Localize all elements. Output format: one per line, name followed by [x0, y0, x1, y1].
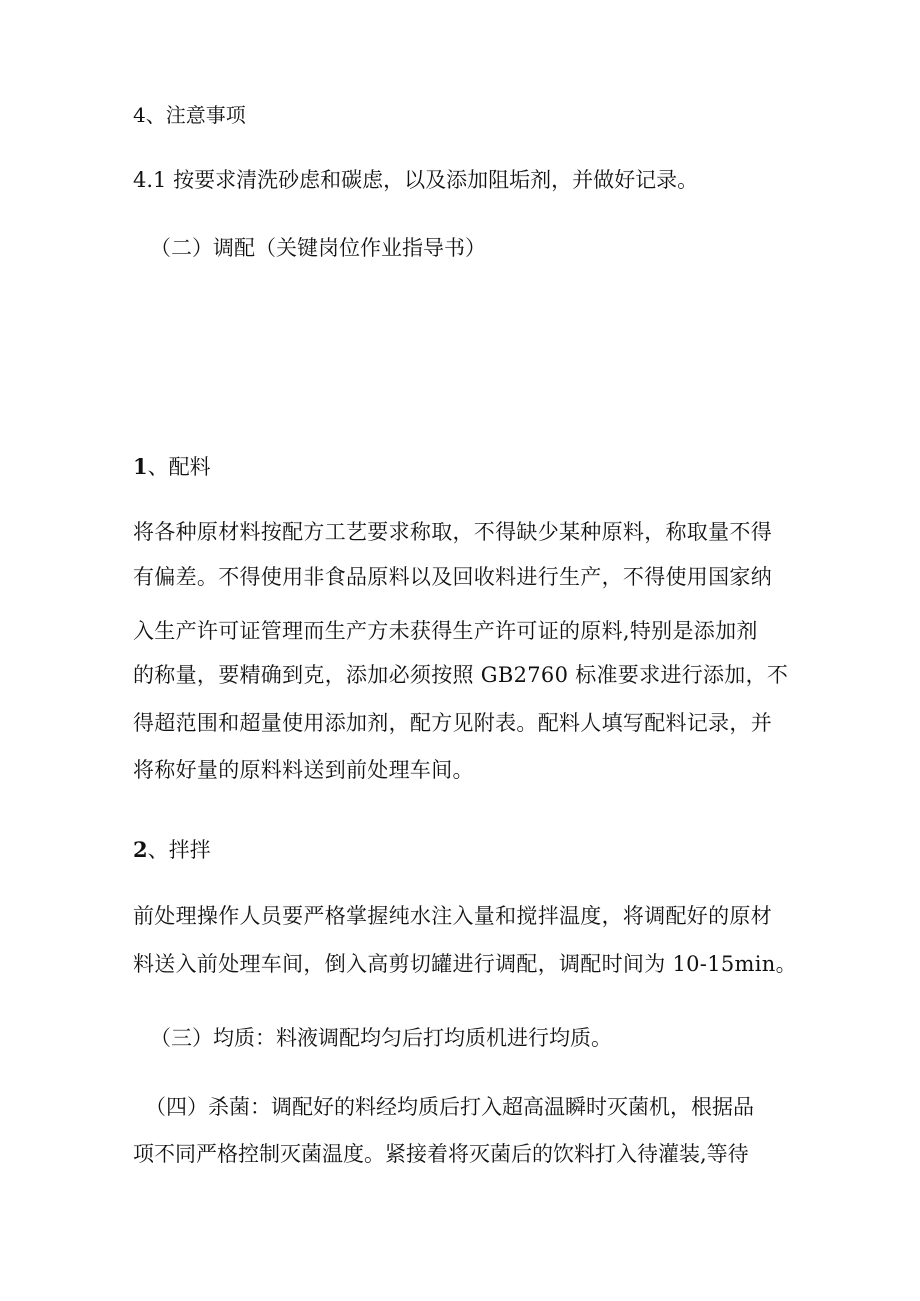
section-3-homogenization: （三）均质：料液调配均匀后打均质机进行均质。: [150, 1026, 612, 1050]
paragraph-line: 前处理操作人员要严格掌握纯水注入量和搅拌温度，将调配好的原材: [133, 904, 772, 928]
paragraph-line: 入生产许可证管理而生产方未获得生产许可证的原料,特别是添加剂: [133, 619, 758, 643]
paragraph-line: 项不同严格控制灭菌温度。紧接着将灭菌后的饮料打入待灌装,等待: [133, 1142, 749, 1166]
section-4-heading: 4、注意事项: [133, 103, 246, 127]
step-2-number: 2: [133, 837, 148, 862]
paragraph-line: 将称好量的原料料送到前处理车间。: [133, 758, 474, 782]
step-1-number: 1: [133, 454, 148, 479]
step-2-heading: [133, 836, 211, 864]
step-1-title: 、配料: [147, 455, 211, 479]
item-4-1: 4.1 按要求清洗砂虑和碳虑，以及添加阻垢剂，并做好记录。: [133, 168, 699, 192]
paragraph-line: 料送入前处理车间，倒入高剪切罐进行调配，调配时间为 10-15min。: [133, 952, 797, 976]
paragraph-line: 的称量，要精确到克，添加必须按照 GB2760 标准要求进行添加，不: [133, 663, 789, 687]
step-2-title: 、拌拌: [147, 838, 211, 862]
paragraph-line: 得超范围和超量使用添加剂，配方见附表。配料人填写配料记录，并: [133, 711, 772, 735]
paragraph-line: 有偏差。不得使用非食品原料以及回收料进行生产，不得使用国家纳: [133, 565, 772, 589]
section-2-title: （二）调配（关键岗位作业指导书）: [150, 236, 486, 260]
paragraph-line: 将各种原材料按配方工艺要求称取，不得缺少某种原料，称取量不得: [133, 520, 772, 544]
paragraph-line: （四）杀菌：调配好的料经均质后打入超高温瞬时灭菌机，根据品: [145, 1095, 754, 1119]
step-1-heading: [133, 453, 211, 481]
